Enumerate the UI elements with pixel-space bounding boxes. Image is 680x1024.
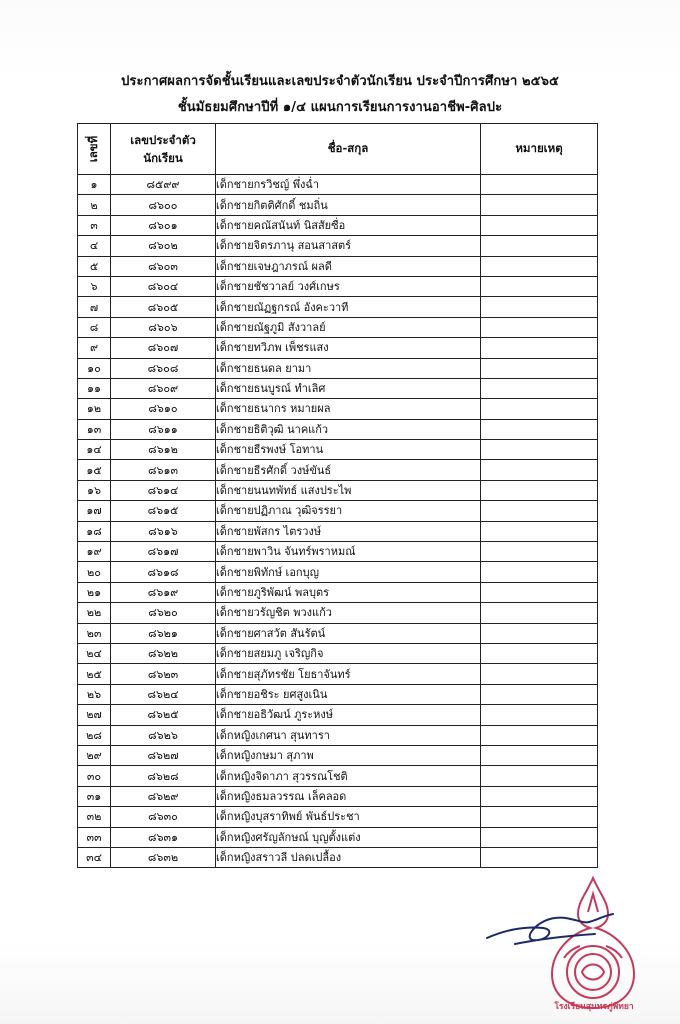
row-number: ๑๒ [78, 399, 111, 419]
note-cell [481, 664, 598, 684]
student-id: ๘๖๒๒ [111, 643, 216, 663]
table-row [78, 705, 598, 725]
student-id: ๘๖๐๙ [111, 378, 216, 398]
student-name: เด็กชายธนากร หมายผล [216, 399, 481, 419]
student-name: เด็กชายธนดล ยามา [216, 358, 481, 378]
note-cell [481, 175, 598, 195]
student-name: เด็กชายพัสกร ไตรวงษ์ [216, 521, 481, 541]
table-row [78, 378, 598, 398]
note-cell [481, 847, 598, 867]
table-row [78, 501, 598, 521]
student-name: เด็กชายอชิระ ยศสูงเนิน [216, 684, 481, 704]
table-row [78, 236, 598, 256]
student-name: เด็กชายกรวิชญ์ พึ่งฉ่ำ [216, 175, 481, 195]
student-name: เด็กหญิงเกศนา สุนทารา [216, 725, 481, 745]
seal-label: โรงเรียนสุนทรภู่พิทยา [554, 1002, 634, 1012]
note-cell [481, 542, 598, 562]
row-number: ๒๔ [78, 643, 111, 663]
student-name: เด็กหญิงจิดาภา สุวรรณโชติ [216, 766, 481, 786]
table-row [78, 827, 598, 847]
student-id: ๘๖๐๘ [111, 358, 216, 378]
row-number: ๑๓ [78, 419, 111, 439]
row-number: ๑๗ [78, 501, 111, 521]
note-cell [481, 276, 598, 296]
table-row [78, 745, 598, 765]
student-name: เด็กชายณัฏฐกรณ์ อังคะวาที [216, 297, 481, 317]
note-cell [481, 521, 598, 541]
note-cell [481, 297, 598, 317]
row-number: ๗ [78, 297, 111, 317]
note-cell [481, 195, 598, 215]
note-cell [481, 399, 598, 419]
student-id: ๘๖๓๐ [111, 807, 216, 827]
note-cell [481, 440, 598, 460]
table-row [78, 276, 598, 296]
student-name: เด็กชายสุภัทรชัย โยธาจันทร์ [216, 664, 481, 684]
student-id: ๘๖๓๒ [111, 847, 216, 867]
student-name: เด็กชายศาสวัต สันรัตน์ [216, 623, 481, 643]
row-number: ๖ [78, 276, 111, 296]
note-cell [481, 378, 598, 398]
row-number: ๓๔ [78, 847, 111, 867]
row-number: ๕ [78, 256, 111, 276]
note-cell [481, 807, 598, 827]
signature-scribble-icon [485, 900, 615, 950]
note-cell [481, 501, 598, 521]
column-header-number: เลขที่ [78, 124, 111, 175]
student-id: ๘๖๑๐ [111, 399, 216, 419]
student-name: เด็กชายคณัสนันท์ นิสสัยซื่อ [216, 215, 481, 235]
row-number: ๘ [78, 317, 111, 337]
table-row [78, 847, 598, 867]
note-cell [481, 460, 598, 480]
note-cell [481, 582, 598, 602]
student-id: ๘๖๐๖ [111, 317, 216, 337]
note-cell [481, 338, 598, 358]
note-cell [481, 236, 598, 256]
student-id: ๘๖๐๒ [111, 236, 216, 256]
student-id: ๘๖๐๕ [111, 297, 216, 317]
row-number: ๒๒ [78, 603, 111, 623]
student-id: ๘๖๒๙ [111, 786, 216, 806]
table-row [78, 399, 598, 419]
student-id: ๘๖๐๐ [111, 195, 216, 215]
student-id: ๘๖๒๔ [111, 684, 216, 704]
table-body [78, 175, 598, 868]
row-number: ๓๐ [78, 766, 111, 786]
student-id: ๘๖๑๙ [111, 582, 216, 602]
student-name: เด็กชายปฏิภาณ วุฒิจรรยา [216, 501, 481, 521]
row-number: ๒๘ [78, 725, 111, 745]
page-subtitle: ชั้นมัธยมศึกษาปีที่ ๑/๔ แผนการเรียนการงานอาชีพ-ศิลปะ [177, 100, 503, 115]
note-cell [481, 623, 598, 643]
student-name: เด็กชายพิทักษ์ เอกบุญ [216, 562, 481, 582]
column-header-student-id-line2: นักเรียน [143, 151, 183, 165]
student-name: เด็กชายสยมภู เจริญกิจ [216, 643, 481, 663]
table-row [78, 623, 598, 643]
student-name: เด็กชายชัชวาลย์ วงศ์เกษร [216, 276, 481, 296]
row-number: ๒๓ [78, 623, 111, 643]
table-row [78, 766, 598, 786]
student-name: เด็กชายณัฐภูมิ สังวาลย์ [216, 317, 481, 337]
student-name: เด็กหญิงบุสราทิพย์ พันธ์ประชา [216, 807, 481, 827]
table-row [78, 215, 598, 235]
row-number: ๒๖ [78, 684, 111, 704]
row-number: ๔ [78, 236, 111, 256]
student-id: ๘๖๑๕ [111, 501, 216, 521]
student-id: ๘๖๑๗ [111, 542, 216, 562]
student-name: เด็กชายจิตรภานุ สอนสาสตร์ [216, 236, 481, 256]
table-row [78, 603, 598, 623]
student-roster-table [77, 123, 598, 868]
table-row [78, 297, 598, 317]
row-number: ๑๖ [78, 480, 111, 500]
student-name: เด็กชายอธิวัฒน์ ภูระหงษ์ [216, 705, 481, 725]
note-cell [481, 256, 598, 276]
student-id: ๘๖๒๖ [111, 725, 216, 745]
column-header-name: ชื่อ-สกุล [216, 124, 481, 175]
table-row [78, 338, 598, 358]
note-cell [481, 317, 598, 337]
table-row [78, 562, 598, 582]
row-number: ๒๗ [78, 705, 111, 725]
row-number: ๑๐ [78, 358, 111, 378]
table-row [78, 460, 598, 480]
row-number: ๒๑ [78, 582, 111, 602]
student-name: เด็กชายนนทพัทธ์ แสงประไพ [216, 480, 481, 500]
page-title: ประกาศผลการจัดชั้นเรียนและเลขประจำตัวนักเรียน ประจำปีการศึกษา ๒๕๖๕ [121, 74, 559, 89]
table-row [78, 725, 598, 745]
note-cell [481, 643, 598, 663]
table-header-row [78, 124, 598, 175]
student-name: เด็กหญิงศรัญลักษณ์ บุญตั้งแต่ง [216, 827, 481, 847]
student-id: ๘๖๑๑ [111, 419, 216, 439]
row-number: ๑๕ [78, 460, 111, 480]
table-row [78, 358, 598, 378]
table-row [78, 582, 598, 602]
table-row [78, 256, 598, 276]
student-id: ๘๖๒๗ [111, 745, 216, 765]
student-id: ๘๖๑๔ [111, 480, 216, 500]
note-cell [481, 766, 598, 786]
note-cell [481, 358, 598, 378]
student-id: ๘๖๐๔ [111, 276, 216, 296]
note-cell [481, 786, 598, 806]
note-cell [481, 562, 598, 582]
note-cell [481, 480, 598, 500]
column-header-student-id [111, 124, 216, 175]
student-id: ๘๖๐๗ [111, 338, 216, 358]
student-id: ๘๖๑๘ [111, 562, 216, 582]
table-row [78, 643, 598, 663]
row-number: ๒ [78, 195, 111, 215]
row-number: ๒๕ [78, 664, 111, 684]
table-row [78, 786, 598, 806]
student-name: เด็กชายธนบูรณ์ ทำเลิศ [216, 378, 481, 398]
student-name: เด็กชายทวิภพ เพ็ชรแสง [216, 338, 481, 358]
note-cell [481, 684, 598, 704]
note-cell [481, 705, 598, 725]
row-number: ๑๙ [78, 542, 111, 562]
student-id: ๘๖๒๘ [111, 766, 216, 786]
row-number: ๓๒ [78, 807, 111, 827]
row-number: ๓๑ [78, 786, 111, 806]
note-cell [481, 745, 598, 765]
student-id: ๘๖๑๒ [111, 440, 216, 460]
student-id: ๘๖๒๓ [111, 664, 216, 684]
row-number: ๑๑ [78, 378, 111, 398]
student-id: ๘๕๙๙ [111, 175, 216, 195]
table-row [78, 807, 598, 827]
student-id: ๘๖๑๖ [111, 521, 216, 541]
table-row [78, 419, 598, 439]
student-name: เด็กชายเจษฎาภรณ์ ผลดี [216, 256, 481, 276]
table-row [78, 440, 598, 460]
note-cell [481, 215, 598, 235]
column-header-student-id-line1: เลขประจำตัว [130, 133, 196, 147]
row-number: ๒๐ [78, 562, 111, 582]
table-row [78, 195, 598, 215]
student-id: ๘๖๒๕ [111, 705, 216, 725]
table-row [78, 542, 598, 562]
row-number: ๓ [78, 215, 111, 235]
student-id: ๘๖๒๑ [111, 623, 216, 643]
row-number: ๒๙ [78, 745, 111, 765]
student-name: เด็กชายธิติวุฒิ นาคแก้ว [216, 419, 481, 439]
student-name: เด็กหญิงธมลวรรณ เล็คลอด [216, 786, 481, 806]
student-id: ๘๖๒๐ [111, 603, 216, 623]
note-cell [481, 603, 598, 623]
row-number: ๑๔ [78, 440, 111, 460]
student-id: ๘๖๓๑ [111, 827, 216, 847]
student-name: เด็กชายวรัญชิต พวงแก้ว [216, 603, 481, 623]
table-row [78, 664, 598, 684]
note-cell [481, 419, 598, 439]
student-name: เด็กชายกิตติศักดิ์ ชมถิ่น [216, 195, 481, 215]
column-header-note: หมายเหตุ [481, 124, 598, 175]
table-row [78, 175, 598, 195]
student-id: ๘๖๐๓ [111, 256, 216, 276]
note-cell [481, 827, 598, 847]
student-id: ๘๖๑๓ [111, 460, 216, 480]
row-number: ๓๓ [78, 827, 111, 847]
row-number: ๙ [78, 338, 111, 358]
student-id: ๘๖๐๑ [111, 215, 216, 235]
table-row [78, 521, 598, 541]
student-name: เด็กชายภูริพัฒน์ พลบุตร [216, 582, 481, 602]
note-cell [481, 725, 598, 745]
table-row [78, 684, 598, 704]
student-name: เด็กหญิงสราวลี ปลดเปลื้อง [216, 847, 481, 867]
table-row [78, 317, 598, 337]
student-name: เด็กชายธีรพงษ์ โอทาน [216, 440, 481, 460]
row-number: ๑ [78, 175, 111, 195]
student-name: เด็กหญิงกษมา สุภาพ [216, 745, 481, 765]
student-name: เด็กชายพาวิน จันทร์พราหมณ์ [216, 542, 481, 562]
table-row [78, 480, 598, 500]
row-number: ๑๘ [78, 521, 111, 541]
student-name: เด็กชายธีรศักดิ์ วงษ์ขันธ์ [216, 460, 481, 480]
